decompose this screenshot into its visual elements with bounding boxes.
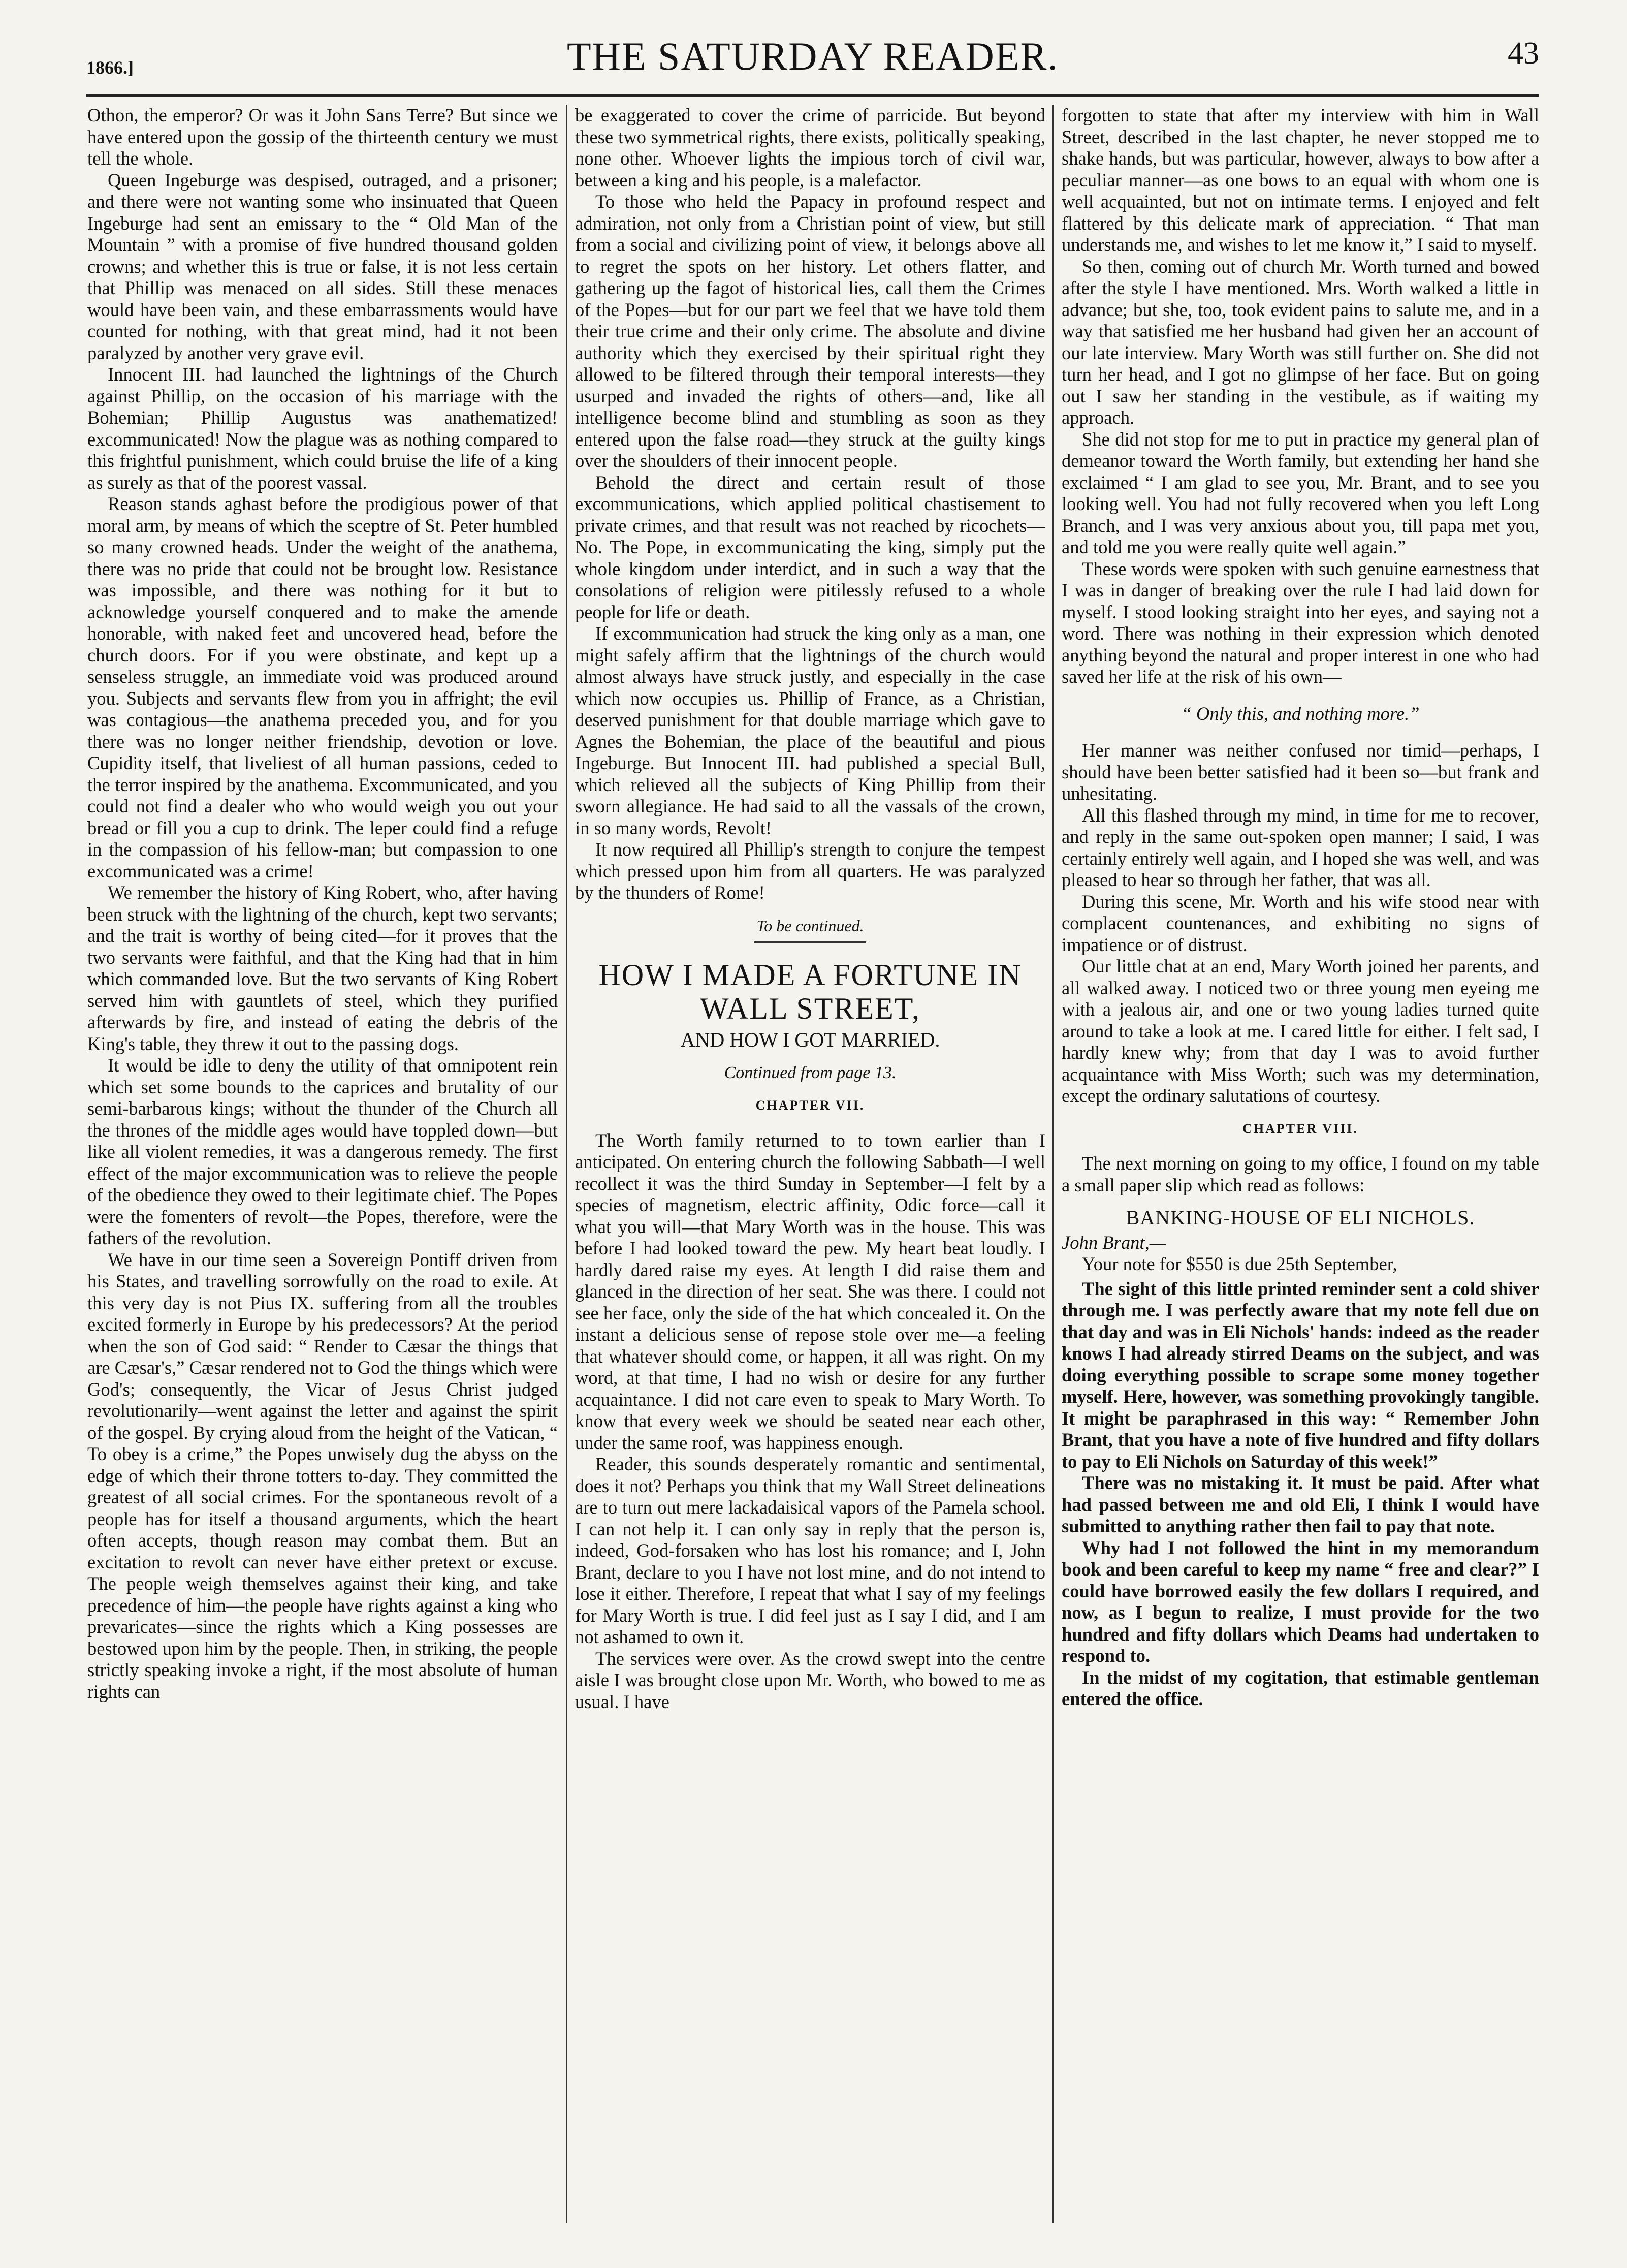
notice-body: Your note for $550 is due 25th September, (1082, 1253, 1397, 1274)
header-rule (86, 94, 1539, 97)
paragraph: All this flashed through my mind, in time for me to recover, and reply in the same out-spoken open manner; I said, I was certainly entirely well again, and I hoped she was well, and was pleased to hear so through her father, that was all. (1062, 804, 1539, 890)
column-2 (575, 105, 1045, 2228)
paragraph: Behold the direct and certain result of those excommunications, which applied political chastisement to private crimes, and that result was not reached by ricochets—No. The Pope, in excommunicating the king, simply put the whole kingdom under interdict, and in such a way that the consolations of religion were pitilessly refused to a whole people for life or death. (575, 471, 1045, 622)
chapter-heading: CHAPTER VIII. (1242, 1121, 1358, 1136)
paragraph: Her manner was neither confused nor timid—perhaps, I should have been better satisfied had it been so—but frank and unhesitating. (1062, 740, 1539, 804)
continued-from-note: Continued from page 13. (724, 1063, 897, 1082)
paragraph: The next morning on going to my office, I found on my table a small paper slip which read as follows: (1062, 1153, 1539, 1195)
paragraph: We have in our time seen a Sovereign Pontiff driven from his States, and travelling sorrowfully on the road to exile. At this very day is not Pius IX. suffering from all the troubles excited formerly in Europe by his predecessors? At the period when the son of God said: “ Render to Cæsar the things that are Cæsar's,” Cæsar rendered not to God the things which were God's; consequently, the Vicar of Jesus Christ judged revolutionarily—went against the letter and against the spirit of the gospel. By crying aloud from the height of the Vatican, “ To obey is a crime,” the Popes unwisely dug the abyss on the edge of which their throne totters to-day. They committed the greatest of all social crimes. For the spontaneous revolt of a people has for itself a thousand arguments, which the heart often accepts, though reason may combat them. But an excitation to revolt can never have either pretext or excuse. The people weigh themselves against their king, and take precedence of him—the people have rights against a king who prevaricates—since the rights which a King possesses are bestowed upon him by the people. Then, in striking, the people strictly speaking invoke a right, if the most absolute of human rights can (87, 1249, 558, 1702)
paragraph: So then, coming out of church Mr. Worth turned and bowed after the style I have mentioned. Mrs. Worth walked a little in advance; but she, too, took evident pains to salute me, and in a way that satisfied me her husband had given her an account of our late interview. Mary Worth was still further on. She did not turn her head, and I got no glimpse of her face. But on going out I saw her standing in the vestibule, as if waiting my approach. (1062, 256, 1539, 428)
paragraph: Innocent III. had launched the lightnings of the Church against Phillip, on the occasion of his marriage with the Bohemian; Phillip Augustus was anathematized! excommunicated! Now the plague was as nothing compared to this frightful punishment, which could bruise the life of a king as surely as that of the poorest vassal. (87, 364, 558, 493)
paragraph: We remember the history of King Robert, who, after having been struck with the lightning of the church, kept two servants; and the trait is worthy of being cited—for it proves that the two servants were faithful, and that the King had that in him which commanded love. But the two servants of King Robert served him with gauntlets of steel, which they purified afterwards by fire, and instead of eating the debris of the King's table, they threw it out to the passing dogs. (87, 882, 558, 1054)
column-1 (87, 105, 558, 2228)
page-number: 43 (1508, 36, 1539, 71)
paragraph: It would be idle to deny the utility of that omnipotent rein which set some bounds to the caprices and brutality of our semi-barbarous kings; without the thunder of the Church all the thrones of the middle ages would have toppled down—but like all violent remedies, it was a dangerous remedy. The first effect of the major excommunication was to relieve the people of the obedience they owed to their legitimate chief. The Popes were the fomenters of revolt—the Popes, therefore, were the fathers of the revolution. (87, 1055, 558, 1248)
header-year: 1866.] (86, 57, 134, 78)
paragraph: These words were spoken with such genuine earnestness that I was in danger of breaking over the rule I had laid down for myself. I stood looking straight into her eyes, and saying not a word. There was nothing in their expression which denoted anything beyond the natural and proper interest in one who had saved her life at the risk of his own— (1062, 558, 1539, 687)
paragraph: The Worth family returned to to town earlier than I anticipated. On entering church the following Sabbath—I well recollect it was the third Sunday in September—I felt by a species of magnetism, electric affinity, Odic force—call it what you will—that Mary Worth was in the house. This was before I had looked toward the pew. My heart beat loudly. I hardly dared raise my eyes. At length I did raise them and glanced in the direction of her seat. She was there. I could not see her face, only the side of the hat which concealed it. On the instant a delicious sense of repose stole over me—a feeling that whatever should come, or happen, it all was right. On my word, at that time, I had no wish or desire for any further acquaintance. I did not care even to speak to Mary Worth. To know that every week we should be seated near each other, under the same roof, was happiness enough. (575, 1129, 1045, 1453)
section-rule (754, 941, 866, 943)
article-title: HOW I MADE A FORTUNE IN WALL STREET, (598, 958, 1022, 1025)
masthead-title: THE SATURDAY READER. (566, 34, 1059, 78)
paragraph: forgotten to state that after my interview with him in Wall Street, described in the last chapter, he never stopped me to shake hands, but was particular, however, always to bow after a peculiar manner—as one bows to an equal with whom one is well acquainted, but not on intimate terms. I enjoyed and felt flattered by this delicate mark of appreciation. “ That man understands me, and wishes to let me know it,” I said to myself. (1062, 105, 1539, 255)
paragraph: She did not stop for me to put in practice my general plan of demeanor toward the Worth family, but extending her hand she exclaimed “ I am glad to see you, Mr. Brant, and to see you looking well. You had not fully recovered when you left Long Branch, and I was very anxious about you, till papa met you, and told me you were really quite well again.” (1062, 428, 1539, 557)
paragraph: Othon, the emperor? Or was it John Sans Terre? But since we have entered upon the gossip of the thirteenth century we must tell the whole. (87, 105, 558, 169)
paragraph: In the midst of my cogitation, that estimable gentleman entered the office. (1062, 1666, 1539, 1709)
paragraph: Why had I not followed the hint in my memorandum book and been careful to keep my name “ free and clear?” I could have borrowed easily the few dollars I required, and now, as I begun to realize, I must provide for the two hundred and fifty dollars which Deams had undertaken to respond to. (1062, 1537, 1539, 1666)
paragraph: It now required all Phillip's strength to conjure the tempest which pressed upon him from all quarters. He was paralyzed by the thunders of Rome! (575, 839, 1045, 903)
paragraph: The sight of this little printed reminder sent a cold shiver through me. I was perfectly aware that my note fell due on that day and was in Eli Nichols' hands: indeed as the reader knows I had already stirred Deams on the subject, and was doing everything possible to scrape some money together myself. Here, however, was something provokingly tangible. It might be paraphrased in this way: “ Remember John Brant, that you have a note of five hundred and fifty dollars to pay to Eli Nichols on Saturday of this week!” (1062, 1278, 1539, 1472)
chapter-heading: CHAPTER VII. (755, 1098, 865, 1113)
notice-addressee: John Brant,— (1062, 1232, 1166, 1253)
paragraph: Reason stands aghast before the prodigious power of that moral arm, by means of which the sceptre of St. Peter humbled so many crowned heads. Under the weight of the anathema, there was no pride that could not be brought low. Resistance was impossible, and there was nothing for it but to acknowledge yourself conquered and to make the amende honorable, with naked feet and uncovered head, before the church doors. For if you were obstinate, and kept up a senseless struggle, an immediate void was produced around you. Subjects and servants flew from you in affright; the evil was contagious—the anathema preceded you, and for you there was no longer neither friendship, devotion or love. Cupidity itself, that liveliest of all human passions, ceded to the terror inspired by the anathema. Excommunicated, and you could not find a dealer who who would weigh you out your bread or fill you a cup to drink. The leper could find a refuge in the compassion of his fellow-man; but compassion to one excommunicated was a crime! (87, 493, 558, 881)
to-be-continued: To be continued. (756, 916, 864, 935)
column-3 (1062, 105, 1539, 2228)
paragraph: If excommunication had struck the king only as a man, one might safely affirm that the lightnings of the church would almost always have struck justly, and especially in the case which now occupies us. Phillip of France, as a Christian, deserved punishment for that double marriage which gave to Agnes the Bohemian, the place of the beautiful and pious Ingeburge. But Innocent III. had published a special Bull, which relieved all the subjects of King Phillip from their sworn allegiance. He had said to all the vassals of the crown, in so many words, Revolt! (575, 623, 1045, 838)
quotation: “ Only this, and nothing more.” (1181, 703, 1420, 724)
paragraph: The services were over. As the crowd swept into the centre aisle I was brought close upon Mr. Worth, who bowed to me as usual. I have (575, 1648, 1045, 1712)
paragraph: be exaggerated to cover the crime of parricide. But beyond these two symmetrical rights, there exists, politically speaking, none other. Whoever lights the impious torch of civil war, between a king and his people, is a malefactor. (575, 105, 1045, 191)
column-divider (566, 105, 567, 2223)
paragraph: Our little chat at an end, Mary Worth joined her parents, and all walked away. I noticed two or three young men eyeing me with a jealous air, and one or two young ladies turned quite around to take a look at me. I cared little for either. I felt sad, I hardly knew why; from that day I was to avoid further acquaintance with Miss Worth; such was my determination, except the ordinary salutations of courtesy. (1062, 956, 1539, 1106)
paragraph: Queen Ingeburge was despised, outraged, and a prisoner; and there were not wanting some who insinuated that Queen Ingeburge had sent an emissary to the “ Old Man of the Mountain ” with a promise of five hundred thousand golden crowns; and whether this is true or false, it is not less certain that Phillip was menaced on all sides. Still these menaces would have been vain, and these embarrassments would have counted for nothing, with that great mind, had it not been paralyzed by another very grave evil. (87, 169, 558, 363)
page-header (86, 34, 1539, 89)
column-divider (1052, 105, 1054, 2223)
paragraph: There was no mistaking it. It must be paid. After what had passed between me and old Eli, I think I would have submitted to anything rather then fail to pay that note. (1062, 1472, 1539, 1536)
bank-notice-heading: BANKING-HOUSE OF ELI NICHOLS. (1126, 1206, 1475, 1229)
paragraph: During this scene, Mr. Worth and his wife stood near with complacent countenances, and exhibiting no signs of impatience or of distrust. (1062, 891, 1539, 955)
article-subtitle: AND HOW I GOT MARRIED. (680, 1028, 940, 1051)
paragraph: Reader, this sounds desperately romantic and sentimental, does it not? Perhaps you think that my Wall Street delineations are to turn out mere lackadaisical vapors of the Pamela school. I can not help it. I can only say in reply that the person is, indeed, God-forsaken who has lost his romance; and I, John Brant, declare to you I have not lost mine, and do not intend to lose it either. Therefore, I repeat that what I say of my feelings for Mary Worth is true. I did feel just as I say I did, and I am not ashamed to own it. (575, 1454, 1045, 1647)
paragraph: To those who held the Papacy in profound respect and admiration, not only from a Christian point of view, but still from a social and civilizing point of view, it belongs above all to regret the spots on her history. Let others flatter, and gathering up the fagot of historical lies, call them the Crimes of the Popes—but for our part we feel that we have told them their true crime and their only crime. The absolute and divine authority which they exercised by their spiritual right they allowed to be filtered through their temporal interests—they usurped and invaded the rights of others—and, like all intelligence become blind and stumbling as soon as they entered upon the false road—they struck at the guilty kings over the shoulders of their innocent people. (575, 191, 1045, 471)
